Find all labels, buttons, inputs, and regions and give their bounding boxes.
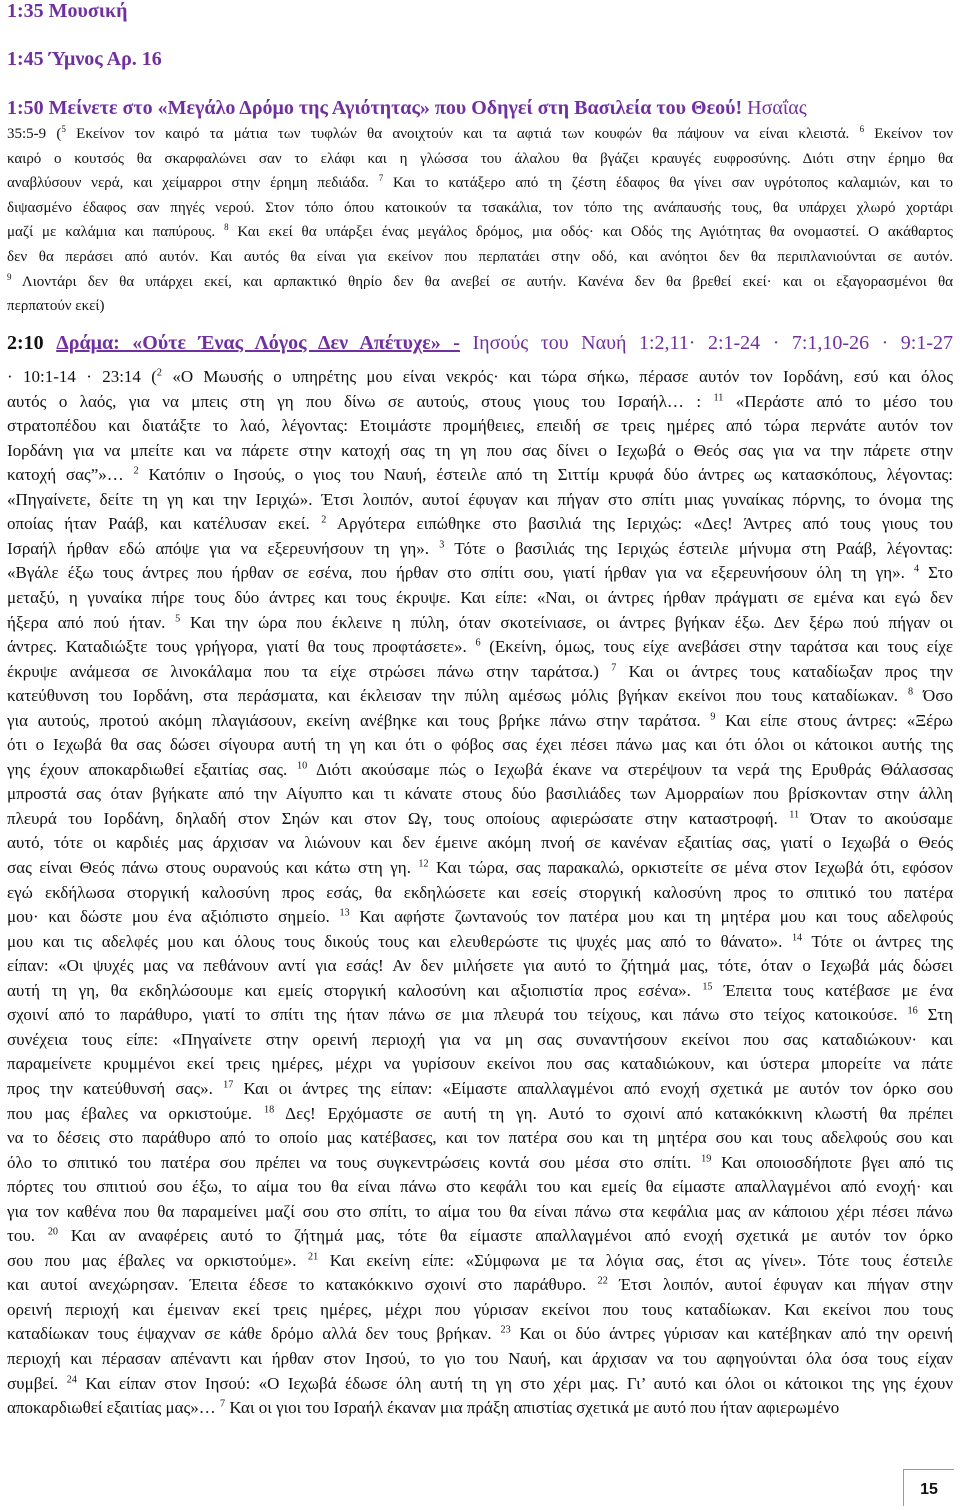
text-line: [7, 686, 953, 706]
text-line: [7, 465, 953, 485]
verse-number: 8: [224, 222, 229, 233]
verse-text: ήξερα από πού ήταν.: [7, 612, 176, 632]
verse-text: αυτή τη γη, θα εκδηλώσουμε και εμείς στοργική καλοσύνη και αξιοπιστία προς εσένα».: [7, 980, 703, 1000]
verse-number: 22: [597, 1275, 608, 1287]
text-line: [7, 662, 953, 682]
verse-number: 15: [702, 981, 713, 993]
verse-text: καιρό ο κουτσός θα σκαρφαλώνει σαν το ελάφι και η γλώσσα του άλαλου θα βγάζει κραυγές ευφροσύνης. Διότι στην έρημο θα: [7, 150, 953, 167]
text-line: [7, 1275, 953, 1295]
verse-text: Εκείνον τον: [864, 126, 953, 142]
verse-text: σου που μας έβαλες να ορκιστούμε».: [7, 1250, 309, 1270]
text-line: [7, 588, 953, 608]
verse-text: αυτός ο λαός, για να μπεις στη γη που δίνω σε αυτούς, στους γιους του Ισραήλ… :: [7, 391, 714, 411]
heading-music: 1:35 Μουσική: [7, 0, 128, 22]
text-line: [7, 1177, 953, 1197]
verse-text: δεν θα περάσει από αυτόν. Και αυτός θα είναι για εκείνον που περπατάει στην οδό, και ανόητοι δεν θα περιπλανιούνται σε αυτόν.: [7, 249, 953, 265]
verse-text: Και οι άντρες της είπαν: «Είμαστε απαλλαγμένοι από ενοχή σχετικά με αυτόν τον όρκο σου: [233, 1078, 953, 1098]
verse-text: Όσο: [913, 686, 953, 706]
verse-text: Κατόπιν ο Ιησούς, ο γιος του Ναυή, έστειλε από τη Σιττίμ κρυφά δύο άντρες ως κατασκόπους, λέγοντας:: [138, 465, 953, 485]
verse-number: 2: [133, 465, 139, 477]
verse-text: διψασμένο έδαφος σαν πηγές νερού. Στον τόπο όπου κατοικούν τα τσακάλια, τον τόπο της ανάπαυσής τους, θα υπάρχει χλωρό χορτάρι: [7, 199, 953, 216]
drama-heading: [7, 332, 953, 355]
verse-text: Και οι δύο άντρες γύρισαν και κατέβηκαν από την ορεινή: [510, 1324, 953, 1344]
verse-text: Και εκείνη είπε: «Σύμφωνα με τα λόγια σας, έτσι ας γίνει». Τότε τους έστειλε: [318, 1250, 953, 1270]
verse-text: για αυτούς, προτού ακόμη πλαγιάσουν, εκείνη ανέβηκε και τους βρήκε πάνω στην ταράτσα.: [7, 710, 711, 730]
verse-number: 21: [308, 1251, 319, 1263]
verse-text: να το δέσεις στο παράθυρο από το οποίο μας κατέβασες, και τον πατέρα σου και τη μητέρα σου και τους αδελφούς σου και: [7, 1128, 953, 1148]
heading-section-1-50: [7, 97, 953, 120]
verse-text: Και οι άντρες τους καταδίωξαν προς την: [616, 661, 953, 681]
drama-title: Δράμα: «Ούτε Ένας Λόγος Δεν Απέτυχε» -: [56, 332, 460, 354]
text-line: [7, 1374, 953, 1394]
verse-number: 4: [913, 563, 920, 575]
verse-text: αποκαρδιωθεί εξαιτίας μας»…: [7, 1398, 221, 1418]
verse-text: Και αφήστε ζωντανούς τον πατέρα μου και τη μητέρα μου και τους αδελφούς: [349, 907, 954, 927]
verse-number: 6: [859, 124, 865, 134]
verse-text: πλευρά του Ιορδάνη, δηλαδή στον Σηών και στον Ωγ, τους οποίους αφιερώσατε στην καταστροφή.: [7, 808, 790, 828]
verse-text: Όταν το ακούσαμε: [799, 808, 953, 828]
text-line: [7, 271, 953, 291]
text-line: [7, 367, 953, 387]
verse-text: Τότε οι άντρες της: [802, 931, 953, 951]
verse-number: 19: [701, 1152, 712, 1164]
verse-text: Στη: [917, 1005, 953, 1025]
verse-text: οποίας ήταν Ραάβ, και κατέλυσαν εκεί.: [7, 514, 322, 534]
verse-text: Ισραήλ ήρθαν εδώ απόψε για να εξερευνήσουν τη γη».: [7, 538, 440, 558]
verse-text: ορεινή περιοχή και έμειναν εκεί τρεις ημέρες, μέχρι που γύρισαν εκείνοι που τους καταδίωκαν. Και εκείνοι που τους: [7, 1299, 953, 1319]
verse-number: 2: [321, 514, 327, 526]
text-line: [7, 441, 953, 461]
text-line: [7, 784, 953, 804]
verse-text: σας είναι Θεός πάνω στους ουρανούς και κάτω στη γη.: [7, 858, 419, 877]
verse-text: Λιοντάρι δεν θα υπάρχει εκεί, και αρπακτικό θηρίο δεν θα ανεβεί σε αυτήν. Κανένα δεν θα βρεθεί εκεί· και οι εξαγορασμένοι θα: [11, 273, 953, 290]
verse-text: προς την κατεύθυνσή σας».: [7, 1078, 224, 1098]
verse-text: Τότε ο βασιλιάς της Ιεριχώς έστειλε μήνυμα στη Ραάβ, λέγοντας:: [444, 538, 954, 558]
text-line: [7, 613, 953, 633]
verse-text: συνέχεια τους είπε: «Πηγαίνετε στην ορεινή περιοχή για να μη σας συναντήσουν εκείνοι που σας καταδιώκουν· και: [7, 1029, 953, 1049]
verse-number: 12: [418, 858, 429, 870]
verse-number: 13: [339, 907, 350, 919]
verse-text: όλο το σπιτικό του πατέρα σου πρέπει να τους συγκεντρώσεις κοντά σου μέσα στο σπίτι.: [7, 1152, 702, 1172]
verse-text: Εκείνον τον καιρό τα μάτια των τυφλών θα ανοιχτούν και τα αφτιά των κουφών θα πάψουν να είναι κλειστά.: [65, 126, 860, 142]
text-line: [7, 907, 953, 927]
verse-number: 7: [378, 173, 384, 184]
text-line: [7, 637, 953, 657]
verse-number: 3: [439, 539, 445, 551]
verse-text: 35:5-9 (: [7, 126, 62, 142]
text-line: [7, 711, 953, 731]
verse-text: «Ο Μωυσής ο υπηρέτης μου είναι νεκρός· και τώρα σήκω, πέρασε αυτόν τον Ιορδάνη, εσύ και όλος: [162, 367, 953, 386]
text-line: [7, 833, 953, 853]
text-line: [7, 1349, 953, 1369]
text-line: [7, 539, 953, 559]
verse-text: Έτσι λοιπόν, αυτοί έφυγαν και πήγαν στην: [607, 1275, 953, 1295]
verse-number: 5: [175, 612, 181, 624]
verse-number: 11: [789, 809, 800, 821]
verse-text: του.: [7, 1226, 48, 1246]
verse-number: 2: [156, 367, 162, 379]
verse-text: Έπειτα τους κατέβασε με ένα: [712, 980, 953, 1000]
verse-number: 7: [611, 661, 617, 673]
verse-number: 6: [475, 637, 481, 649]
text-line: [7, 224, 953, 241]
verse-text: έκρυψε ανάμεσα σε λινοκάλαμα που τα είχε στρώσει πάνω στην ταράτσα.): [7, 661, 612, 681]
section-title: 1:50 Μείνετε στο «Μεγάλο Δρόμο της Αγιότητας» που Οδηγεί στη Βασιλεία του Θεού!: [7, 97, 743, 119]
verse-text: άντρες. Καταδιώξτε τους γρήγορα, γιατί θα τους προφτάσετε».: [7, 637, 476, 657]
verse-text: αυτό, τότε οι καρδιές μας άρχισαν να λιώνουν και δεν έμεινε ακόμη πνοή σε κανέναν εξαιτίας σας, γιατί ο Ιεχωβά ο Θεός: [7, 833, 953, 853]
verse-text: Και την ώρα που έκλεινε η πύλη, όταν σκοτείνιασε, οι άντρες βγήκαν έξω. Δεν ξέρω πού πήγαν οι: [180, 612, 953, 632]
verse-text: γης έχουν αποκαρδιωθεί εξαιτίας σας.: [7, 759, 298, 779]
verse-text: σχοινί από το παράθυρο, γιατί το σπίτι της ήταν πάνω σε μια πλευρά του τείχους, και πάνω στο τείχος κατοικούσε.: [7, 1005, 908, 1025]
text-line: [7, 1079, 953, 1099]
text-line: [7, 1202, 953, 1222]
verse-number: 7: [220, 1398, 226, 1410]
text-line: [7, 514, 953, 534]
text-line: [7, 249, 953, 266]
verse-number: 9: [710, 711, 716, 723]
text-line: [7, 1054, 953, 1074]
verse-text: μου· και δώστε μου ένα αξιόπιστο σημείο.: [7, 907, 340, 927]
verse-text: είπαν: «Οι ψυχές μας να πεθάνουν αντί για εσάς! Αν δεν μιλήσετε για αυτό το ζήτημά μας, τότε, όταν ο Ιεχωβά μάς δώσει: [7, 956, 953, 976]
text-line: [7, 1153, 953, 1173]
verse-text: «Πηγαίνετε, δείτε τη γη και την Ιεριχώ». Έτσι λοιπόν, αυτοί έφυγαν και πήγαν στο σπίτι μιας γυναίκας πόρνης, το όνομα της: [7, 489, 953, 509]
verse-number: 9: [7, 271, 12, 282]
verse-text: ότι ο Ιεχωβά θα σας δώσει σίγουρα αυτή τη γη και ότι ο φόβος σας έχει πέσει πάνω μας και ότι όλοι οι κάτοικοι αυτής της: [7, 735, 953, 755]
text-line: [7, 151, 953, 168]
verse-text: παραμείνετε κρυμμένοι εκεί τρεις ημέρες, μέχρι να γυρίσουν εκείνοι που σας καταδιώκουν, και ύστερα μπορείτε να πάτε: [7, 1054, 953, 1074]
page-number: 15: [903, 1469, 954, 1506]
verse-text: «Περάστε από το μέσο του: [723, 391, 953, 411]
text-line: [7, 1398, 953, 1418]
verse-text: Και είπε στους άντρες: «Ξέρω: [715, 710, 953, 730]
verse-number: 17: [223, 1079, 234, 1091]
text-line: [7, 809, 953, 829]
verse-text: Και οποιοσδήποτε βγει από τις: [711, 1152, 953, 1172]
verse-text: πόρτες του σπιτιού σου έξω, το αίμα του θα είναι πάνω στο κεφάλι του και εμείς θα είμαστε απαλλαγμένοι από ενοχή· και: [7, 1177, 953, 1197]
verse-text: Δες! Ερχόμαστε σε αυτή τη γη. Αυτό το σχοινί από κατακόκκινη κλωστή θα πρέπει: [274, 1103, 953, 1123]
text-line: [7, 735, 953, 755]
text-line: [7, 200, 953, 217]
verse-number: 5: [61, 124, 66, 134]
verse-text: Αργότερα ειπώθηκε στο βασιλιά της Ιεριχώς: «Δες! Άντρες από τους γιους του: [326, 514, 954, 534]
text-line: [7, 1128, 953, 1148]
verse-text: Και το κατάξερο από τη ζέστη έδαφος θα γίνει σαν υγρότοπος καλαμιών, και το: [383, 175, 953, 192]
text-line: [7, 1300, 953, 1320]
verse-text: στρατοπέδου και διατάξτε το λαό, λέγοντας: Ετοιμάστε προμήθειες, επειδή σε τρεις ημέρες από τώρα περνάτε αυτόν τον: [7, 416, 953, 436]
text-line: [7, 1030, 953, 1050]
verse-text: κατοχή σας”»…: [7, 465, 134, 485]
text-line: [7, 858, 953, 878]
verse-text: μαζί με καλάμια και παπύρους.: [7, 224, 225, 241]
verse-number: 8: [908, 686, 914, 698]
verse-text: εγώ εκδήλωσα στοργική καλοσύνη προς εσάς, θα εκδηλώσετε και εσείς στοργική καλοσύνη προς το σπιτικό του πατέρα: [7, 882, 953, 902]
text-line: [7, 1324, 953, 1344]
text-line: [7, 1251, 953, 1271]
text-line: [7, 126, 953, 143]
verse-text: Στο: [919, 563, 954, 583]
verse-text: · 10:1-14 · 23:14 (: [7, 367, 157, 386]
text-line: [7, 175, 953, 192]
text-line: [7, 490, 953, 510]
verse-text: αναβλύσουν νερά, και χείμαρροι στην έρημη πεδιάδα.: [7, 175, 379, 192]
verse-text: μπροστά σας όταν βγήκατε από την Αίγυπτο και τι κάνατε στους δύο βασιλιάδες των Αμορραίων που βρίσκονταν στην άλλη: [7, 784, 953, 804]
text-line: [7, 1104, 953, 1124]
verse-number: 20: [47, 1226, 59, 1238]
verse-number: 24: [66, 1373, 77, 1385]
verse-text: περπατούν εκεί): [7, 298, 105, 315]
verse-text: Και οι γιοι του Ισραήλ έκαναν μια πράξη απιστίας σχετικά με αυτό που ήταν αφιερωμένο: [225, 1398, 840, 1418]
verse-text: (Εκείνη, όμως, τους είχε ανεβάσει στην ταράτσα και τους είχε: [480, 637, 954, 657]
verse-number: 16: [907, 1005, 918, 1017]
verse-text: Και αν αναφέρεις αυτό το ζήτημά μας, τότε θα είμαστε απαλλαγμένοι από ενοχή σχετικά με αυτόν τον όρκο: [58, 1226, 954, 1246]
verse-text: καταδίωκαν τους έψαχναν σε κάθε δρόμο αλλά δεν τους βρήκαν.: [7, 1324, 501, 1344]
verse-text: «Βγάλε έξω τους άντρες που ήρθαν σε εσένα, που ήρθαν στο σπίτι σου, γιατί ήρθαν για να εξερευνήσουν όλη τη γη».: [7, 563, 914, 583]
verse-text: και αυτοί ανεχώρησαν. Έπειτα έδεσε το κατακόκκινο σχοινί στο παράθυρο.: [7, 1275, 598, 1295]
drama-time: 2:10: [7, 332, 44, 354]
text-line: [7, 760, 953, 780]
text-line: [7, 932, 953, 952]
verse-text: που μας έβαλες να ορκιστούμε.: [7, 1103, 264, 1123]
verse-text: μου και τις αδελφές μου και όλους τους δικούς τους και ελευθερώστε τις ψυχές μας από το θάνατο».: [7, 931, 792, 951]
text-line: [7, 956, 953, 976]
verse-number: 23: [500, 1324, 511, 1336]
verse-number: 11: [713, 391, 724, 403]
section-reference: Ησαΐας: [742, 97, 807, 119]
verse-text: κατεύθυνση του Ιορδάνη, στα περάσματα, και έκλεισαν την πύλη αμέσως μόλις βγήκαν εκείνοι που τους καταδίωκαν.: [7, 686, 908, 706]
text-line: [7, 981, 953, 1001]
verse-text: Και είπαν στον Ιησού: «Ο Ιεχωβά έδωσε όλη αυτή τη γη στο χέρι μας. Γι’ αυτό και όλοι οι κάτοικοι της γης έχουν: [76, 1373, 953, 1393]
verse-text: μεταξύ, η γυναίκα πήρε τους δύο άντρες και τους έκρυψε. Και είπε: «Ναι, οι άντρες ήρθαν πράγματι σε εμένα και εγώ δεν: [7, 587, 953, 607]
text-line: [7, 883, 953, 903]
verse-text: Και τώρα, σας παρακαλώ, ορκιστείτε σε μένα στον Ιεχωβά ότι, εφόσον: [428, 858, 953, 877]
verse-text: συμβεί.: [7, 1373, 67, 1393]
verse-text: Διότι ακούσαμε πώς ο Ιεχωβά έκανε να στερέψουν τα νερά της Ερυθράς Θάλασσας: [307, 759, 953, 779]
heading-hymn: 1:45 Ύμνος Αρ. 16: [7, 48, 162, 70]
drama-reference: Ιησούς του Ναυή 1:2,11· 2:1-24 · 7:1,10-26 · 9:1-27: [459, 332, 954, 354]
verse-text: περιοχή και πέρασαν απέναντι και ήρθαν στον Ιησού, το γιο του Ναυή, και άρχισαν να του αφηγούνται όλα όσα τους είχαν: [7, 1349, 953, 1368]
text-line: [7, 1226, 953, 1246]
verse-number: 18: [263, 1103, 275, 1115]
text-line: [7, 416, 953, 436]
verse-number: 10: [297, 760, 308, 772]
text-line: [7, 298, 953, 315]
text-line: [7, 563, 953, 583]
text-line: [7, 1005, 953, 1025]
verse-text: για τον καθένα που θα παραμείνει μαζί σου στο σπίτι, το αίμα του θα είναι πάνω στα κεφάλια μας αν κάποιου χέρι πέσει πάνω: [7, 1201, 953, 1221]
verse-number: 14: [791, 931, 803, 943]
verse-text: Και εκεί θα υπάρξει ένας μεγάλος δρόμος, μια οδός· και Οδός της Αγιότητας θα ονομαστεί. Ο ακάθαρτος: [228, 224, 953, 241]
verse-text: Ιορδάνη για να μπείτε και να πάρετε στην κατοχή σας τη γη που σας δίνει ο Ιεχωβά ο Θεός σας για να την πάρετε στην: [7, 440, 953, 460]
text-line: [7, 392, 953, 412]
